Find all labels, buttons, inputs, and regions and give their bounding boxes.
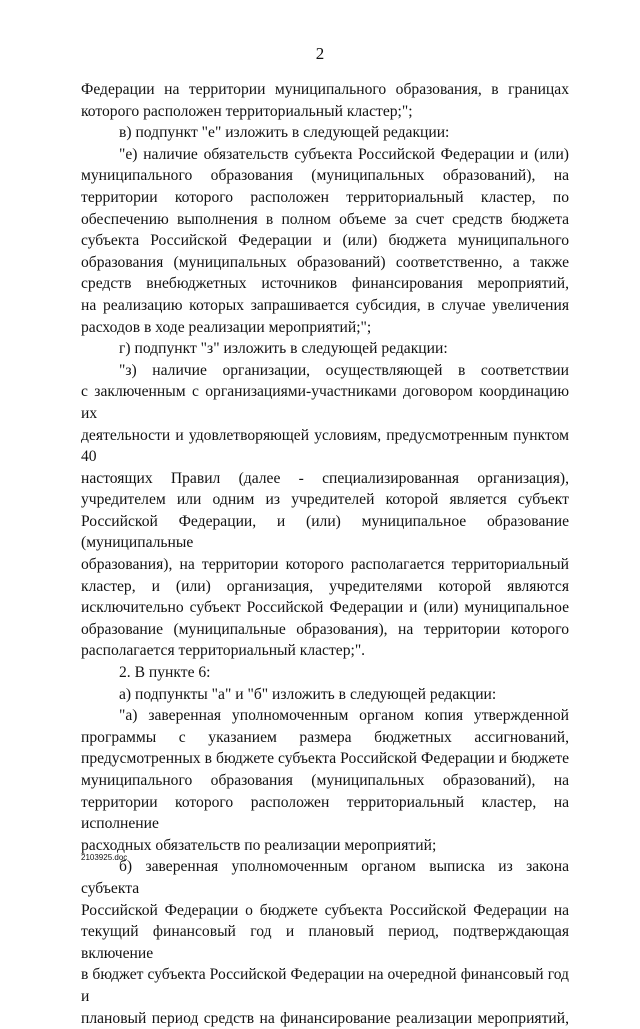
paragraph-9-line-3: текущий финансовый год и плановый период, подтверждающая включение (81, 923, 569, 962)
paragraph-2-line-1: в) подпункт "е" изложить в следующей редакции: (119, 124, 450, 142)
paragraph-5-line-1: "з) наличие организации, осуществляющей в соответствии (119, 361, 569, 379)
paragraph-5-line-4: настоящих Правил (далее - специализированная организация), (81, 469, 569, 487)
paragraph-8-line-5: территории которого расположен территориальный кластер, на исполнение (81, 793, 569, 833)
paragraph-3-line-4: обеспечению выполнения в полном объеме за счет средств бюджета (81, 210, 569, 228)
paragraph-9-line-4: в бюджет субъекта Российской Федерации на очередной финансовый год и (81, 966, 569, 1005)
footer-filename: 2103925.doc (81, 853, 128, 862)
paragraph-3-line-5: субъекта Российской Федерации и (или) бюджета муниципального (81, 232, 569, 250)
paragraph-1-line-1: Федерации на территории муниципального образования, в границах (81, 81, 569, 98)
paragraph-7-line-1: а) подпункты "а" и "б" изложить в следующей редакции: (119, 685, 497, 703)
paragraph-5-line-7: образования), на территории которого располагается территориальный (81, 556, 569, 574)
paragraph-8-line-1: "а) заверенная уполномоченным органом копия утвержденной (119, 707, 569, 725)
paragraph-3-line-2: муниципального образования (муниципальных образований), на (81, 167, 569, 185)
paragraph-5-line-6: Российской Федерации, и (или) муниципальное образование (муниципальные (81, 512, 569, 552)
paragraph-5-line-8: кластер, и (или) организация, учредителями которой являются (81, 577, 569, 595)
paragraph-8-line-6: расходных обязательств по реализации мероприятий; (81, 836, 437, 854)
paragraph-5-line-5: учредителем или одним из учредителей которой является субъект (81, 491, 569, 509)
paragraph-1-line-2: которого расположен территориальный кластер;"; (81, 102, 413, 120)
page-number: 2 (315, 44, 325, 63)
paragraph-6-line-1: 2. В пункте 6: (119, 664, 211, 682)
paragraph-9-line-1: б) заверенная уполномоченным органом выписка из закона субъекта (81, 858, 569, 897)
paragraph-3-line-3: территории которого расположен территориальный кластер, по (81, 188, 569, 206)
paragraph-5-line-11: располагается территориальный кластер;". (81, 642, 366, 660)
paragraph-8-line-3: предусмотренных в бюджете субъекта Российской Федерации и бюджете (81, 750, 569, 768)
paragraph-9-line-2: Российской Федерации о бюджете субъекта Российской Федерации на (81, 901, 569, 919)
paragraph-3-line-7: средств внебюджетных источников финансирования мероприятий, (81, 275, 569, 293)
paragraph-3-line-6: образования (муниципальных образований) соответственно, а также (81, 253, 569, 271)
paragraph-3-line-9: расходов в ходе реализации мероприятий;"; (81, 318, 372, 336)
paragraph-4-line-1: г) подпункт "з" изложить в следующей редакции: (119, 340, 448, 358)
paragraph-8-line-2: программы с указанием размера бюджетных ассигнований, (81, 728, 569, 746)
paragraph-3-line-8: на реализацию которых запрашивается субсидия, в случае увеличения (81, 296, 569, 314)
paragraph-5-line-10: образование (муниципальные образования), на территории которого (81, 620, 569, 638)
paragraph-9-line-5: плановый период средств на финансирование реализации мероприятий, (81, 1009, 569, 1027)
paragraph-5-line-2: с заключенным с организациями-участниками договором координацию их (81, 383, 569, 422)
paragraph-3-line-1: "е) наличие обязательств субъекта Российской Федерации и (или) (119, 145, 569, 163)
paragraph-8-line-4: муниципального образования (муниципальных образований), на (81, 772, 569, 789)
paragraph-5-line-9: исключительно субъект Российской Федерации и (или) муниципальное (81, 599, 569, 617)
document-body (81, 79, 569, 1029)
paragraph-5-line-3: деятельности и удовлетворяющей условиям, предусмотренным пунктом 40 (81, 426, 569, 466)
